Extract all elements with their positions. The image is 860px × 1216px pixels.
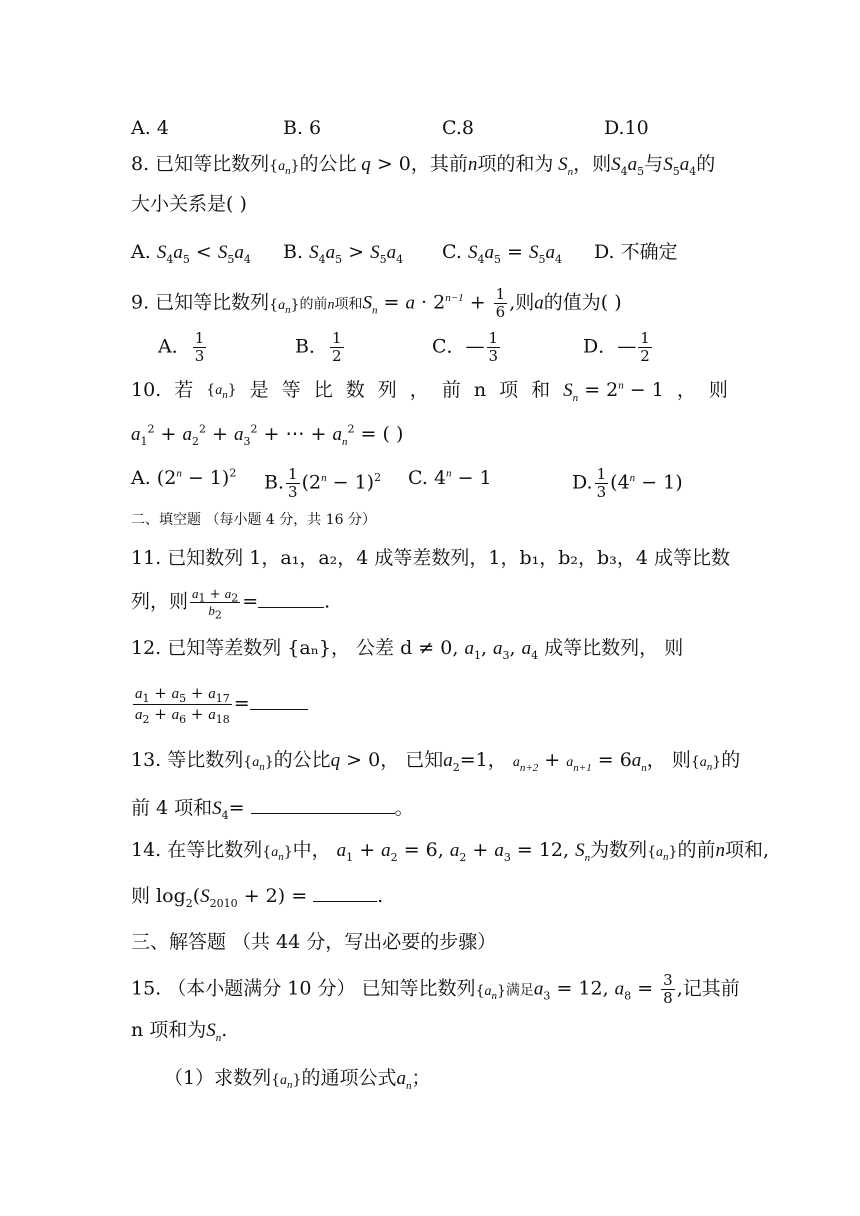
q12-line2: $\frac{a_1 + a_5 + a_{17}}{a_2 + a_6 + a_{18}}$ = xyxy=(131,684,308,725)
q10-option-c: C. $4^n - 1$ xyxy=(408,467,492,489)
q14-line1: 14. 在等比数列$\{a_n\}$中， $a_1 + a_2 = 6$, $a_2 + a_3 = 12$, $S_n$为数列$\{a_n\}$的前n项和, xyxy=(131,839,770,864)
q9-option-b: B． $\frac{1}{2}$ xyxy=(295,329,342,365)
q13-line1: 13. 等比数列$\{a_n\}$的公比q > 0， 已知$a_2=1$， $a_{n+2} + a_{n+1} = 6a_n$， 则$\{a_n\}$的 xyxy=(131,749,741,774)
q11-line2: 列，则 $\frac{a_1 + a_2}{b_2}$ = . xyxy=(131,586,331,622)
q15-line2: n 项和为$S_n$. xyxy=(131,1019,228,1044)
q7-option-d: D.10 xyxy=(604,117,649,139)
q10-option-a: A. $(2^n - 1)^2$ xyxy=(131,466,237,489)
q7-option-c: C.8 xyxy=(442,117,474,139)
q10-line2: $a_1^2 + a_2^2 + a_3^2$ + ⋯ + $a_n^2$ = ( ) xyxy=(131,422,404,448)
q15-line1: 15. （本小题满分 10 分） 已知等比数列$\{a_n\}$满足$a_3 = 12$, $a_8$ = $\frac{3}{8}$ ,记其前 xyxy=(131,971,740,1007)
q9-option-d: D．— $\frac{1}{2}$ xyxy=(583,329,650,365)
q14-line2: 则 $\log_2(S_{2010} + 2)$ = . xyxy=(131,885,384,910)
q8-line1: 8. 已知等比数列$\{a_n\}$的公比 q > 0，其前n项的和为 $S_n$，则$S_4a_5$与$S_5a_4$的 xyxy=(131,153,716,178)
q8-option-a: A. $S_4a_5 < S_5a_4$ xyxy=(131,241,251,266)
section-2-heading: 二、填空题 （每小题 4 分，共 16 分） xyxy=(131,512,376,528)
q11-line1: 11. 已知数列 1，a₁，a₂，4 成等差数列，1，b₁，b₂，b₃，4 成等比数 xyxy=(131,547,730,569)
q15-sub1: （1）求数列$\{a_n\}$的通项公式$a_n$； xyxy=(164,1067,431,1092)
q12-line1: 12. 已知等差数列 {aₙ}， 公差 d ≠ 0, $a_1$, $a_3$, $a_4$ 成等比数列， 则 xyxy=(131,637,684,662)
q9-line1: 9. 已知等比数列$\{a_n\}$的前n项和$S_n = a \cdot 2^{n-1}$ + $\frac{1}{6}$ ,则a的值为( ) xyxy=(131,285,622,321)
q10-option-d: D. $\frac{1}{3}$ $(4^n - 1)$ xyxy=(572,465,683,501)
q10-option-b: B. $\frac{1}{3}$ $(2^n - 1)^2$ xyxy=(264,465,382,501)
q7-option-a: A. 4 xyxy=(131,117,169,139)
q8-option-b: B. $S_4a_5 > S_5a_4$ xyxy=(283,241,404,266)
q9-option-a: A． $\frac{1}{3}$ xyxy=(158,329,205,365)
q7-option-b: B. 6 xyxy=(283,117,322,139)
q10-line1: 10. 若 $\{a_n\}$ 是 等 比 数 列 ， 前 n 项 和 $S_n = 2^n - 1$ ， 则 xyxy=(131,379,728,404)
section-3-heading: 三、解答题 （共 44 分，写出必要的步骤） xyxy=(131,931,497,953)
q9-option-c: C．— $\frac{1}{3}$ xyxy=(432,329,499,365)
q8-option-d: D. 不确定 xyxy=(594,241,678,263)
q8-line2: 大小关系是( ) xyxy=(131,193,247,215)
q8-option-c: C. $S_4a_5 = S_5a_4$ xyxy=(442,241,562,266)
q13-line2: 前 4 项和$S_4=$ 。 xyxy=(131,797,414,822)
